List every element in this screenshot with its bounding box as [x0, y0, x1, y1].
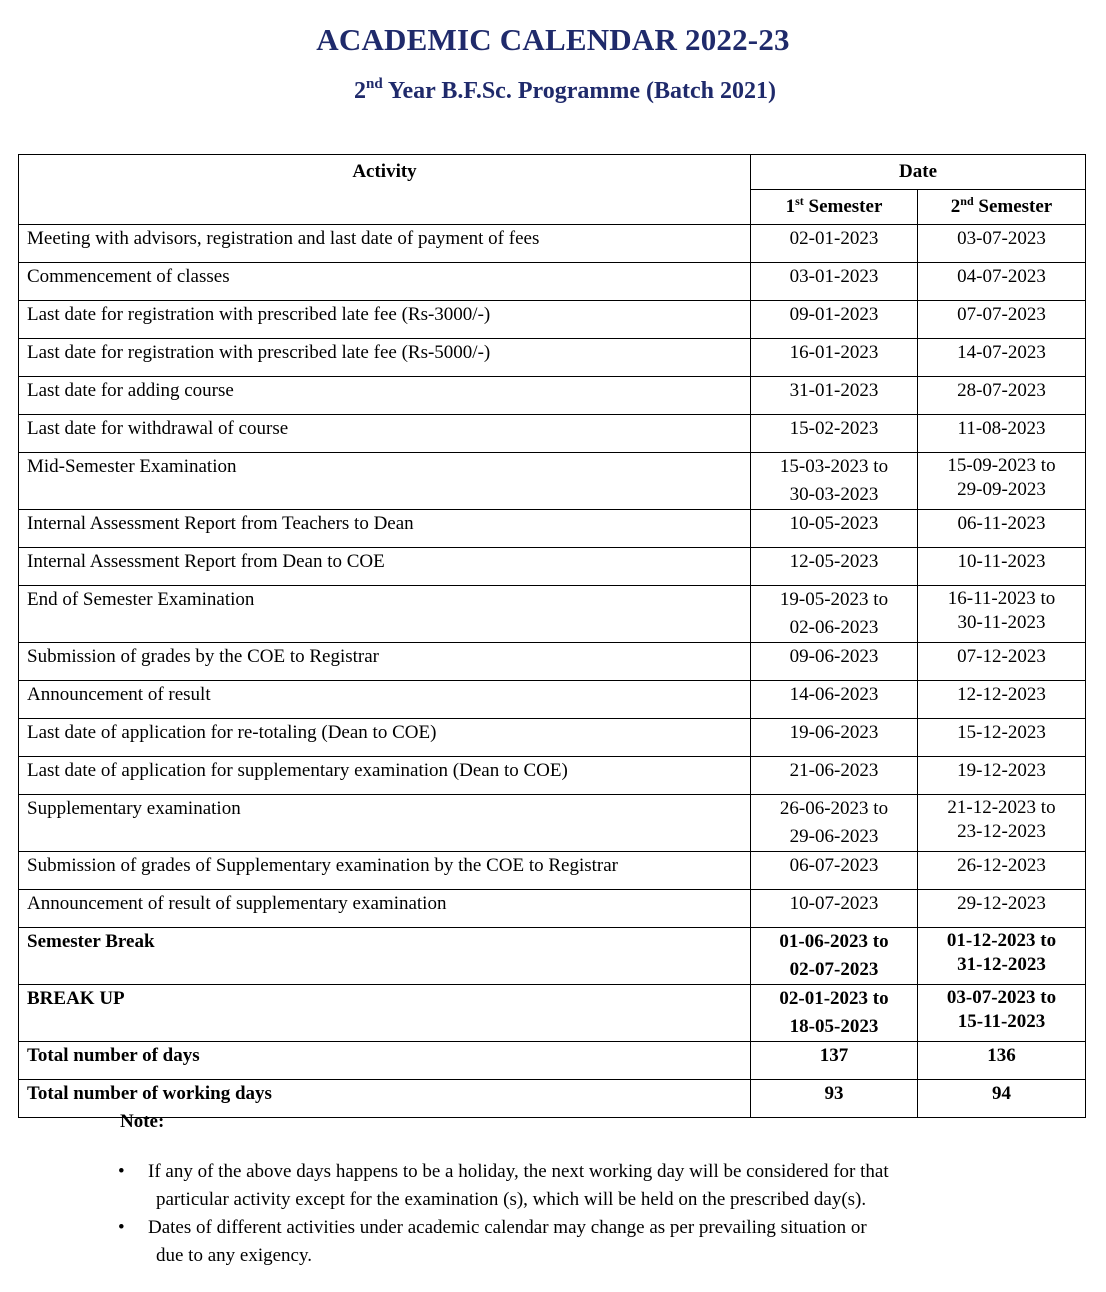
table-row: [19, 377, 1086, 415]
sem2-date-cell: 04-07-2023: [918, 263, 1086, 301]
activity-cell: Last date for adding course: [19, 377, 751, 415]
sem2-number: 2: [950, 196, 961, 217]
sem2-date-cell: 26-12-2023: [918, 852, 1086, 890]
sem2-date-cell: [918, 453, 1086, 510]
sem2-date-cell: 07-12-2023: [918, 643, 1086, 681]
header-date: Date: [751, 155, 1086, 190]
activity-cell: Commencement of classes: [19, 263, 751, 301]
sem1-date-cell: 14-06-2023: [751, 681, 918, 719]
page-subtitle: [12, 78, 1106, 105]
sem2-date-cell: 19-12-2023: [918, 757, 1086, 795]
activity-cell: Submission of grades by the COE to Registrar: [19, 643, 751, 681]
table-row: [19, 453, 1086, 510]
note-line: Dates of different activities under academic calendar may change as per prevailing situation or: [148, 1217, 867, 1238]
header-semester-2: [918, 190, 1086, 225]
date-range-end: 29-09-2023: [957, 479, 1046, 500]
activity-cell: Last date for registration with prescribed late fee (Rs-5000/-): [19, 339, 751, 377]
table-row: [19, 719, 1086, 757]
sem2-ordinal: nd: [960, 194, 974, 208]
sem2-date-cell: 12-12-2023: [918, 681, 1086, 719]
sem2-total-cell: 94: [918, 1080, 1086, 1118]
subtitle-number: 2: [354, 78, 367, 104]
header-semester-1: [751, 190, 918, 225]
activity-cell: Supplementary examination: [19, 795, 751, 852]
date-range-start: 26-06-2023 to: [779, 798, 889, 819]
sem1-date-cell: 03-01-2023: [751, 263, 918, 301]
table-row: [19, 928, 1086, 985]
sem1-date-cell: [751, 586, 918, 643]
note-item: [118, 1214, 998, 1270]
bullet-icon: •: [118, 1161, 125, 1182]
activity-cell: Last date for withdrawal of course: [19, 415, 751, 453]
table-row: [19, 586, 1086, 643]
sem1-date-cell: 15-02-2023: [751, 415, 918, 453]
table-row: [19, 757, 1086, 795]
date-range-start: 01-12-2023 to: [946, 930, 1057, 951]
date-range-start: 19-05-2023 to: [779, 589, 889, 610]
table-row: [19, 890, 1086, 928]
date-range-end: 18-05-2023: [789, 1016, 879, 1037]
note-line-continued: due to any exigency.: [156, 1245, 312, 1266]
table-row: [19, 643, 1086, 681]
sem2-date-cell: 11-08-2023: [918, 415, 1086, 453]
date-range-end: 29-06-2023: [789, 826, 879, 847]
sem2-date-cell: [918, 928, 1086, 985]
table-row: [19, 795, 1086, 852]
table-row: [19, 548, 1086, 586]
table-row: [19, 415, 1086, 453]
sem2-date-cell: 07-07-2023: [918, 301, 1086, 339]
date-range-end: 30-11-2023: [957, 612, 1046, 633]
activity-cell: Semester Break: [19, 928, 751, 985]
activity-cell: Last date for registration with prescribed late fee (Rs-3000/-): [19, 301, 751, 339]
sem1-date-cell: 31-01-2023: [751, 377, 918, 415]
sem1-date-cell: 09-06-2023: [751, 643, 918, 681]
note-line: If any of the above days happens to be a holiday, the next working day will be considered for that: [148, 1161, 889, 1182]
sem2-date-cell: [918, 586, 1086, 643]
date-range-end: 31-12-2023: [957, 954, 1046, 975]
date-range-end: 02-06-2023: [789, 617, 879, 638]
table-row: [19, 339, 1086, 377]
sem2-date-cell: [918, 985, 1086, 1042]
bullet-icon: •: [118, 1217, 125, 1238]
page-title: ACADEMIC CALENDAR 2022-23: [316, 22, 790, 57]
sem1-total-cell: 137: [751, 1042, 918, 1080]
sem1-date-cell: 19-06-2023: [751, 719, 918, 757]
table-row: [19, 301, 1086, 339]
activity-cell: Total number of days: [19, 1042, 751, 1080]
table-row: [19, 985, 1086, 1042]
table-row: [19, 1080, 1086, 1118]
sem1-date-cell: 10-05-2023: [751, 510, 918, 548]
date-range-start: 02-01-2023 to: [779, 988, 889, 1009]
sem1-number: 1: [785, 196, 796, 217]
activity-cell: Announcement of result: [19, 681, 751, 719]
subtitle-text: Year B.F.Sc. Programme (Batch 2021): [382, 78, 776, 104]
date-range-end: 30-03-2023: [789, 484, 879, 505]
sem2-date-cell: 29-12-2023: [918, 890, 1086, 928]
sem1-date-cell: 16-01-2023: [751, 339, 918, 377]
activity-cell: Submission of grades of Supplementary examination by the COE to Registrar: [19, 852, 751, 890]
sem1-date-cell: 21-06-2023: [751, 757, 918, 795]
date-range-start: 16-11-2023 to: [947, 588, 1056, 609]
sem1-total-cell: 93: [751, 1080, 918, 1118]
sem1-date-cell: [751, 795, 918, 852]
header-activity: Activity: [19, 155, 751, 225]
date-range-start: 03-07-2023 to: [946, 987, 1057, 1008]
activity-cell: Last date of application for supplementary examination (Dean to COE): [19, 757, 751, 795]
note-label: Note:: [120, 1111, 165, 1132]
table-row: [19, 263, 1086, 301]
date-range-start: 15-03-2023 to: [779, 456, 889, 477]
sem2-date-cell: 14-07-2023: [918, 339, 1086, 377]
calendar-table: [18, 154, 1086, 1118]
sem2-total-cell: 136: [918, 1042, 1086, 1080]
table-row: [19, 510, 1086, 548]
sem1-date-cell: 06-07-2023: [751, 852, 918, 890]
table-row: [19, 225, 1086, 263]
sem1-date-cell: 12-05-2023: [751, 548, 918, 586]
table-row: [19, 1042, 1086, 1080]
sem2-date-cell: [918, 795, 1086, 852]
sem1-label: Semester: [803, 196, 883, 217]
date-range-start: 21-12-2023 to: [947, 797, 1056, 818]
activity-cell: Announcement of result of supplementary examination: [19, 890, 751, 928]
date-range-end: 23-12-2023: [957, 821, 1046, 842]
activity-cell: Last date of application for re-totaling (Dean to COE): [19, 719, 751, 757]
note-line-continued: particular activity except for the examination (s), which will be held on the prescribed day(s).: [156, 1189, 867, 1210]
sem1-date-cell: 09-01-2023: [751, 301, 918, 339]
sem1-date-cell: [751, 985, 918, 1042]
activity-cell: Internal Assessment Report from Dean to COE: [19, 548, 751, 586]
activity-cell: Meeting with advisors, registration and last date of payment of fees: [19, 225, 751, 263]
activity-cell: Internal Assessment Report from Teachers to Dean: [19, 510, 751, 548]
sem2-date-cell: 28-07-2023: [918, 377, 1086, 415]
sem2-label: Semester: [973, 196, 1053, 217]
date-range-end: 02-07-2023: [789, 959, 879, 980]
sem1-date-cell: [751, 453, 918, 510]
table-row: [19, 681, 1086, 719]
sem2-date-cell: 03-07-2023: [918, 225, 1086, 263]
sem1-date-cell: [751, 928, 918, 985]
notes-list: [118, 1158, 998, 1270]
date-range-end: 15-11-2023: [957, 1011, 1046, 1032]
activity-cell: End of Semester Examination: [19, 586, 751, 643]
activity-cell: Mid-Semester Examination: [19, 453, 751, 510]
date-range-start: 15-09-2023 to: [947, 455, 1056, 476]
subtitle-ordinal: nd: [366, 76, 383, 92]
activity-cell: BREAK UP: [19, 985, 751, 1042]
table-row: [19, 852, 1086, 890]
sem1-date-cell: 10-07-2023: [751, 890, 918, 928]
sem2-date-cell: 10-11-2023: [918, 548, 1086, 586]
activity-cell: Total number of working days: [19, 1080, 751, 1118]
sem1-date-cell: 02-01-2023: [751, 225, 918, 263]
note-item: [118, 1158, 998, 1214]
sem2-date-cell: 06-11-2023: [918, 510, 1086, 548]
sem1-ordinal: st: [795, 194, 804, 208]
sem2-date-cell: 15-12-2023: [918, 719, 1086, 757]
date-range-start: 01-06-2023 to: [779, 931, 889, 952]
